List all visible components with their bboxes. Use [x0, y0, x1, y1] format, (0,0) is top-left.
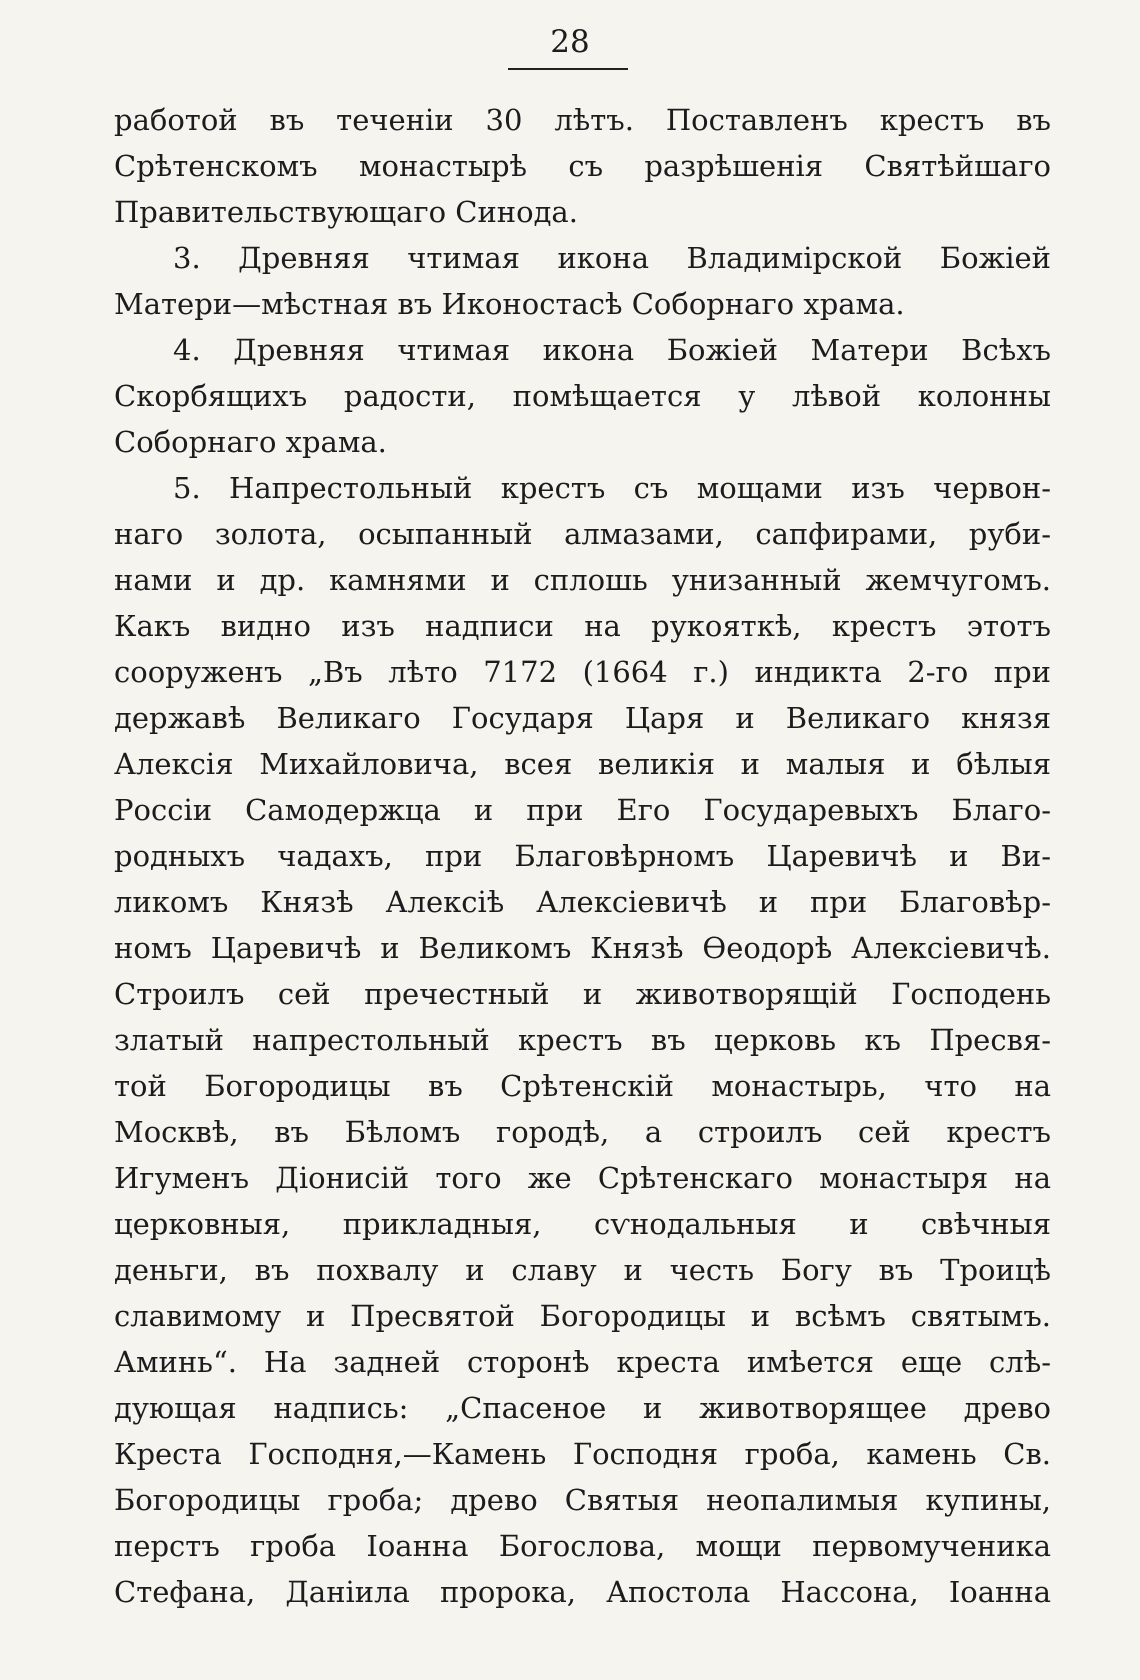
text-line: той Богородицы въ Срѣтенскій монастырь, что на — [114, 1069, 1051, 1103]
text-line: Креста Господня,—Камень Господня гроба, камень Св. — [114, 1437, 1051, 1471]
text-line: Скорбящихъ радости, помѣщается у лѣвой колонны — [114, 379, 1051, 413]
page-number: 28 — [550, 24, 590, 60]
text-line: церковныя, прикладныя, сѵнодальныя и свѣчныя — [114, 1207, 1051, 1241]
text-line: перстъ гроба Іоанна Богослова, мощи первомученика — [114, 1529, 1051, 1563]
text-line: наго золота, осыпанный алмазами, сапфирами, руби- — [114, 517, 1051, 551]
text-line: дующая надпись: „Спасеное и животворящее древо — [114, 1391, 1051, 1425]
text-line: Игуменъ Діонисій того же Срѣтенскаго монастыря на — [114, 1161, 1051, 1195]
text-line: державѣ Великаго Государя Царя и Великаго князя — [114, 701, 1051, 735]
text-line: Строилъ сей пречестный и животворящій Господень — [114, 977, 1051, 1011]
text-line: Соборнаго храма. — [114, 425, 387, 459]
text-line: Срѣтенскомъ монастырѣ съ разрѣшенія Святѣйшаго — [114, 149, 1051, 183]
text-line: Матери—мѣстная въ Иконостасѣ Соборнаго храма. — [114, 287, 905, 321]
text-line: Россіи Самодержца и при Его Государевыхъ Благо- — [114, 793, 1051, 827]
text-line: Богородицы гроба; древо Святыя неопалимыя купины, — [114, 1483, 1051, 1517]
text-line: сооруженъ „Въ лѣто 7172 (1664 г.) индикта 2-го при — [114, 655, 1051, 689]
text-line: работой въ теченіи 30 лѣтъ. Поставленъ крестъ въ — [114, 103, 1051, 137]
text-line: 3. Древняя чтимая икона Владимірской Божіей — [173, 241, 1051, 275]
text-line: Москвѣ, въ Бѣломъ городѣ, а строилъ сей крестъ — [114, 1115, 1051, 1149]
text-line: златый напрестольный крестъ въ церковь къ Пресвя- — [114, 1023, 1051, 1057]
text-line: Аминь“. На задней сторонѣ креста имѣется еще слѣ- — [114, 1345, 1051, 1379]
text-line: славимому и Пресвятой Богородицы и всѣмъ святымъ. — [114, 1299, 1051, 1333]
text-line: Правительствующаго Синода. — [114, 195, 578, 229]
header-rule — [508, 68, 628, 70]
text-line: Какъ видно изъ надписи на рукояткѣ, крестъ этотъ — [114, 609, 1051, 643]
text-line: 5. Напрестольный крестъ съ мощами изъ червон- — [173, 471, 1051, 505]
text-line: Алексія Михайловича, всея великія и малыя и бѣлыя — [114, 747, 1051, 781]
text-line: номъ Царевичѣ и Великомъ Князѣ Ѳеодорѣ Алексіевичѣ. — [114, 931, 1051, 965]
text-line: ликомъ Князѣ Алексіѣ Алексіевичѣ и при Благовѣр- — [114, 885, 1051, 919]
text-line: родныхъ чадахъ, при Благовѣрномъ Царевичѣ и Ви- — [114, 839, 1051, 873]
text-line: Стефана, Даніила пророка, Апостола Нассона, Іоанна — [114, 1575, 1051, 1609]
text-line: 4. Древняя чтимая икона Божіей Матери Всѣхъ — [173, 333, 1051, 367]
text-line: деньги, въ похвалу и славу и честь Богу въ Троицѣ — [114, 1253, 1051, 1287]
text-line: нами и др. камнями и сплошь унизанный жемчугомъ. — [114, 563, 1051, 597]
